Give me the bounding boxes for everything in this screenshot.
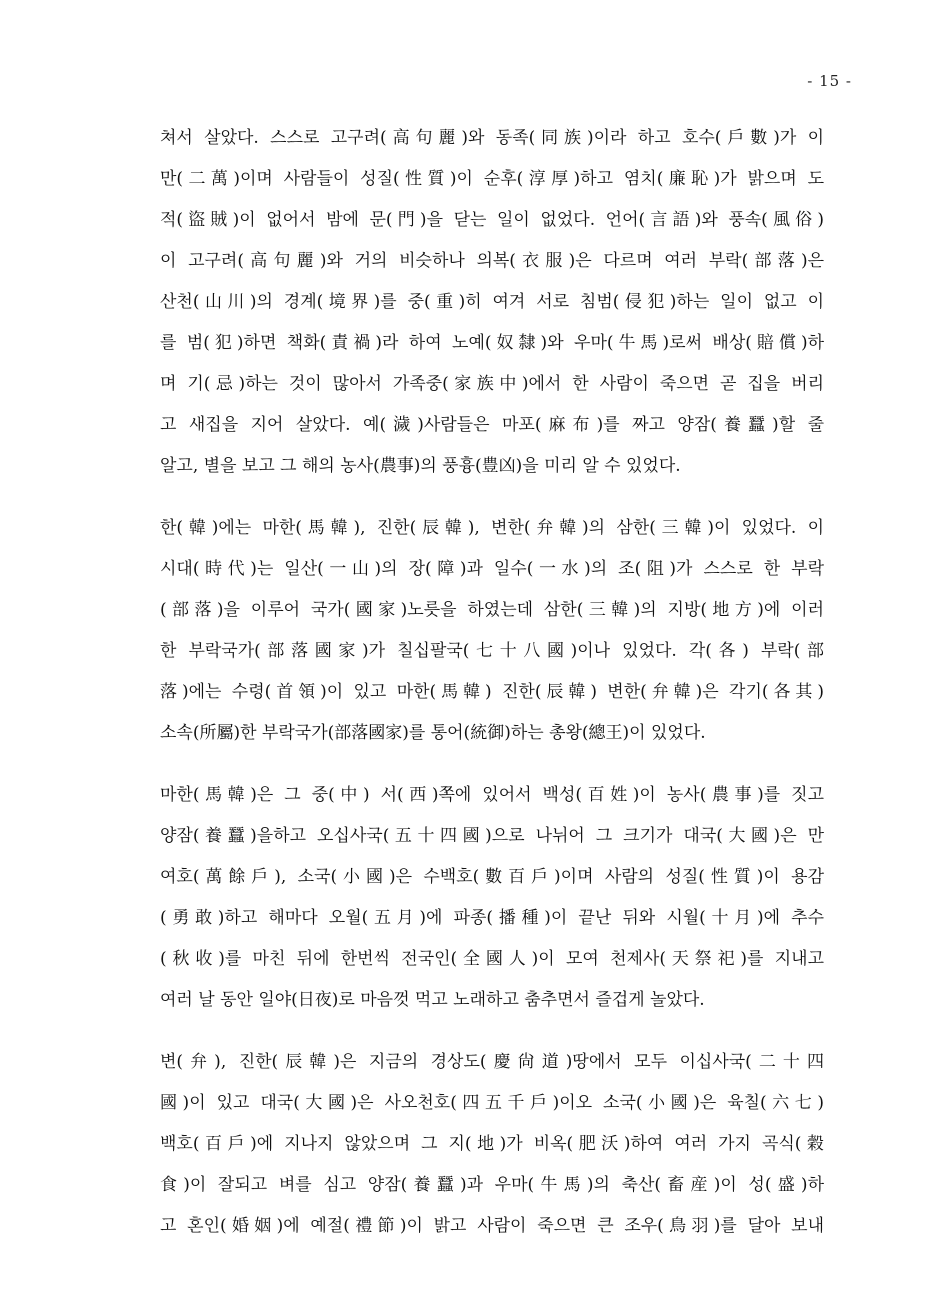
- text-line: (部落)을 이루어 국가(國家)노릇을 하였는데 삼한(三韓)의 지방(地方)에 이러: [160, 600, 824, 620]
- text-line: 고 새집을 지어 살았다. 예(濊)사람들은 마포(麻布)를 짜고 양잠(養蠶)할 줄: [160, 415, 824, 435]
- text-line: (勇敢)하고 해마다 오월(五月)에 파종(播種)이 끝난 뒤와 시월(十月)에 추수: [160, 908, 824, 928]
- text-line: 며 기(忌)하는 것이 많아서 가족중(家族中)에서 한 사람이 죽으면 곧 집을 버리: [160, 374, 824, 394]
- text-line: 를 범(犯)하면 책화(責禍)라 하여 노예(奴隸)와 우마(牛馬)로써 배상(賠償)하: [160, 333, 824, 353]
- text-line: 적(盜賊)이 없어서 밤에 문(門)을 닫는 일이 없었다. 언어(言語)와 풍속(風俗): [160, 210, 824, 230]
- text-line: 한(韓)에는 마한(馬韓), 진한(辰韓), 변한(弁韓)의 삼한(三韓)이 있었다. 이: [160, 518, 824, 538]
- text-line: 만(二萬)이며 사람들이 성질(性質)이 순후(淳厚)하고 염치(廉恥)가 밝으며 도: [160, 169, 824, 189]
- text-line: 고 혼인(婚姻)에 예절(禮節)이 밝고 사람이 죽으면 큰 조우(鳥羽)를 달아 보내: [160, 1216, 824, 1236]
- text-line: 알고, 별을 보고 그 해의 농사(農事)의 풍흉(豊凶)을 미리 알 수 있었다.: [160, 456, 681, 476]
- page-body: [160, 118, 824, 1268]
- paragraph-mahan: [160, 775, 824, 1021]
- paragraph-samhan: [160, 508, 824, 754]
- text-line: 양잠(養蠶)을하고 오십사국(五十四國)으로 나뉘어 그 크기가 대국(大國)은 만: [160, 826, 824, 846]
- text-line: 산천(山川)의 경계(境界)를 중(重)히 여겨 서로 침범(侵犯)하는 일이 없고 이: [160, 292, 824, 312]
- text-line: 이 고구려(高句麗)와 거의 비슷하나 의복(衣服)은 다르며 여러 부락(部落)은: [160, 251, 824, 271]
- text-line: 쳐서 살았다. 스스로 고구려(高句麗)와 동족(同族)이라 하고 호수(戶數)가 이: [160, 128, 824, 148]
- text-line: 여러 날 동안 일야(日夜)로 마음껏 먹고 노래하고 춤추면서 즐겁게 놀았다.: [160, 990, 705, 1010]
- text-line: (秋收)를 마친 뒤에 한번씩 전국인(全國人)이 모여 천제사(天祭祀)를 지내고: [160, 949, 824, 969]
- page-number: - 15 -: [807, 72, 852, 90]
- text-line: 國)이 있고 대국(大國)은 사오천호(四五千戶)이오 소국(小國)은 육칠(六七): [160, 1093, 824, 1113]
- text-line: 변(弁), 진한(辰韓)은 지금의 경상도(慶尙道)땅에서 모두 이십사국(二十四: [160, 1052, 824, 1072]
- paragraph-byeonhan-jinhan: [160, 1042, 824, 1247]
- text-line: 食)이 잘되고 벼를 심고 양잠(養蠶)과 우마(牛馬)의 축산(畜産)이 성(盛)하: [160, 1175, 824, 1195]
- text-line: 시대(時代)는 일산(一山)의 장(障)과 일수(一水)의 조(阻)가 스스로 한 부락: [160, 559, 824, 579]
- text-line: 落)에는 수령(首領)이 있고 마한(馬韓) 진한(辰韓) 변한(弁韓)은 각기(各其): [160, 682, 824, 702]
- text-line: 백호(百戶)에 지나지 않았으며 그 지(地)가 비옥(肥沃)하여 여러 가지 곡식(穀: [160, 1134, 824, 1154]
- paragraph-ye: [160, 118, 824, 487]
- text-line: 여호(萬餘戶), 소국(小國)은 수백호(數百戶)이며 사람의 성질(性質)이 용감: [160, 867, 824, 887]
- text-line: 마한(馬韓)은 그 중(中) 서(西)쪽에 있어서 백성(百姓)이 농사(農事)를 짓고: [160, 785, 824, 805]
- text-line: 소속(所屬)한 부락국가(部落國家)를 통어(統御)하는 총왕(總王)이 있었다.: [160, 723, 706, 743]
- text-line: 한 부락국가(部落國家)가 칠십팔국(七十八國)이나 있었다. 각(各) 부락(部: [160, 641, 824, 661]
